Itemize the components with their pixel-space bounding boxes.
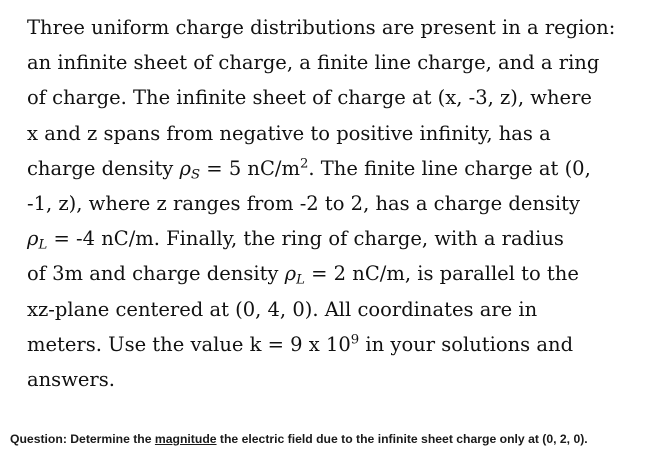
problem-line-8 — [27, 256, 613, 291]
line-5-pre: charge density — [27, 156, 180, 180]
rho-l2-symbol: ρ — [284, 262, 297, 286]
problem-line-6: -1, z), where z ranges from -2 to 2, has a charge density — [27, 192, 581, 216]
question-suffix: the electric field due to the infinite sheet charge only at (0, 2, 0). — [216, 432, 588, 446]
question-text — [10, 432, 588, 446]
problem-line-5 — [27, 151, 613, 186]
line-5-superscript: 2 — [299, 156, 309, 172]
line-8-pre: of 3m and charge density — [27, 262, 285, 286]
line-10-post: in your solutions and — [359, 332, 574, 356]
problem-line-2: an infinite sheet of charge, a finite line charge, and a ring — [27, 51, 600, 75]
rho-l2-subscript: L — [296, 273, 305, 289]
problem-line-11: answers. — [27, 368, 115, 392]
line-10-pre: meters. Use the value k = 9 x 10 — [27, 332, 351, 356]
question-emphasis: magnitude — [154, 432, 217, 446]
line-5-end: . The finite line charge at (0, — [308, 156, 591, 180]
problem-statement — [27, 10, 616, 397]
problem-line-1: Three uniform charge distributions are present in a region: — [27, 16, 616, 39]
problem-line-3: of charge. The infinite sheet of charge at (x, -3, z), where — [27, 86, 592, 110]
problem-line-7 — [27, 221, 613, 256]
line-7-text: = -4 nC/m. Finally, the ring of charge, with a radius — [47, 227, 564, 251]
rho-s-subscript: S — [191, 167, 201, 183]
line-8-post: = 2 nC/m, is parallel to the — [304, 262, 579, 286]
problem-line-4: x and z spans from negative to positive infinity, has a — [27, 121, 551, 145]
rho-l-subscript: L — [38, 237, 48, 253]
problem-line-10 — [27, 327, 613, 362]
rho-s-symbol: ρ — [179, 156, 191, 180]
line-5-value: = 5 nC/m — [200, 156, 300, 180]
problem-line-9: xz-plane centered at (0, 4, 0). All coordinates are in — [27, 297, 538, 321]
question-prefix: Question: Determine the — [10, 432, 155, 446]
rho-l-symbol: ρ — [27, 227, 39, 251]
line-10-superscript: 9 — [350, 332, 360, 348]
